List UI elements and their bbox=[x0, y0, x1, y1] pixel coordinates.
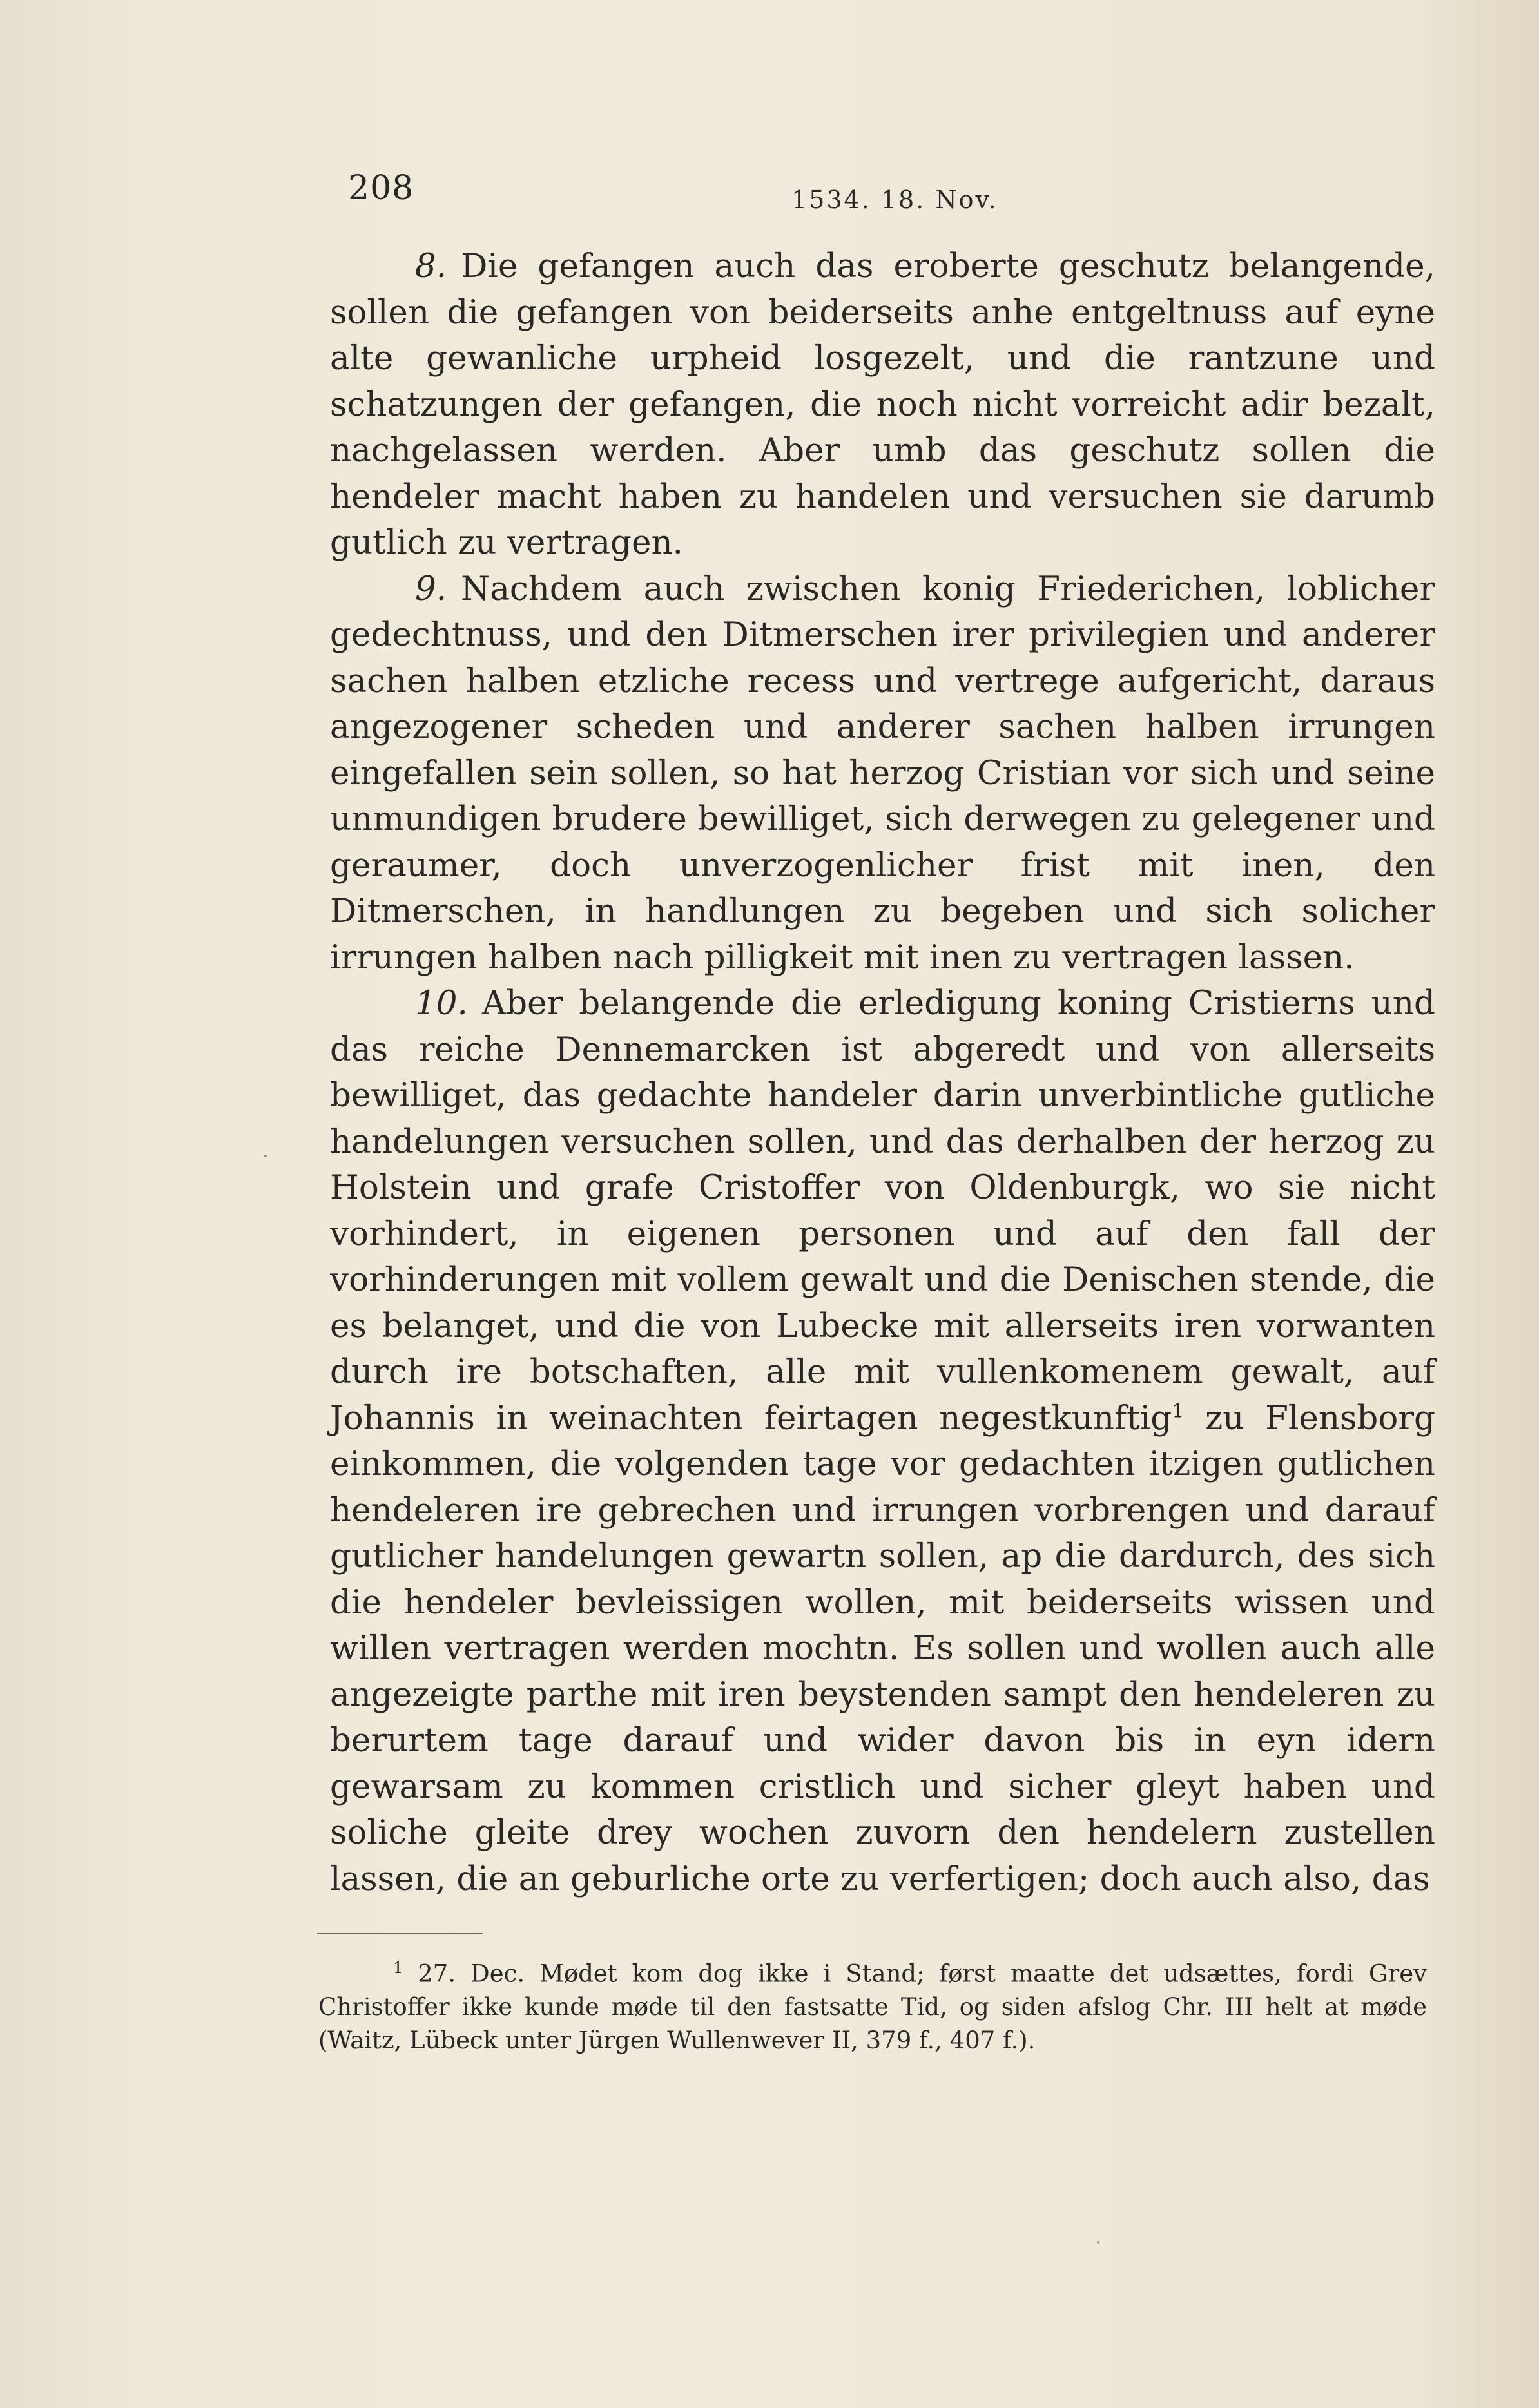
paragraph-10 bbox=[330, 981, 1435, 1902]
paragraph-text-continued: zu Flensborg einkommen, die volgenden tage vor gedachten itzigen gutlichen hendeleren ire gebrechen und irrungen vorbrengen und darauf gutlicher handelungen gewartn sollen, ap die dardurch, des sich die hendeler bevleissigen wollen, mit beiderseits wissen und willen vertragen werden mochtn. Es sollen und wollen auch alle angezeigte parthe mit iren beystenden sampt den hendeleren zu berurtem tage darauf und wider davon bis in eyn idern gewarsam zu kommen cristlich und sicher gleyt haben und soliche gleite drey wochen zuvorn den hendelern zustellen lassen, die an geburliche orte zu verfertigen; doch auch also, das bbox=[330, 1398, 1435, 1898]
paragraph-text: Aber belangende die erledigung koning Cristierns und das reiche Dennemarcken ist abgeredt und von allerseits bewilliget, das gedachte handeler darin unverbintliche gutliche handelungen versuchen sollen, und das derhalben der herzog zu Holstein und grafe Cristoffer von Oldenburgk, wo sie nicht vorhindert, in eigenen personen und auf den fall der vorhinderungen mit vollem gewalt und die Denischen stende, die es belanget, und die von Lubecke mit allerseits iren vorwanten durch ire botschaften, alle mit vullenkomenem gewalt, auf Johannis in weinachten feirtagen negestkunftig bbox=[330, 984, 1435, 1438]
paragraph-number: 9. bbox=[415, 569, 447, 608]
paragraph-8 bbox=[330, 244, 1435, 566]
paragraph-text: Die gefangen auch das eroberte geschutz belangende, sollen die gefangen von beiderseits anhe entgeltnuss auf eyne alte gewanliche urpheid losgezelt, und die rantzune und schatzungen der gefangen, die noch nicht vorreicht adir bezalt, nachgelassen werden. Aber umb das geschutz sollen die hendeler macht haben zu handelen und versuchen sie darumb gutlich zu vertragen. bbox=[330, 247, 1435, 562]
footnote-text: 27. Dec. Mødet kom dog ikke i Stand; først maatte det udsættes, fordi Grev Christoffer ikke kunde møde til den fastsatte Tid, og siden afslog Chr. III helt at møde (Waitz, Lübeck unter Jürgen Wullenwever II, 379 f., 407 f.). bbox=[318, 1960, 1427, 2055]
main-text bbox=[330, 244, 1435, 1902]
paper-speck bbox=[1097, 2241, 1099, 2244]
paragraph-9 bbox=[330, 566, 1435, 981]
paragraph-text: Nachdem auch zwischen konig Friederichen, loblicher gedechtnuss, und den Ditmerschen irer privilegien und anderer sachen halben etzliche recess und vertrege aufgericht, daraus angezogener scheden und anderer sachen halben irrungen eingefallen sein sollen, so hat herzog Cristian vor sich und seine unmundigen brudere bewilliget, sich derwegen zu gelegener und geraumer, doch unverzogenlicher frist mit inen, den Ditmerschen, in handlungen zu begeben und sich solicher irrungen halben nach pilligkeit mit inen zu vertragen lassen. bbox=[330, 569, 1435, 977]
footnote-reference[interactable]: 1 bbox=[1172, 1400, 1185, 1423]
footnote-mark: 1 bbox=[393, 1959, 403, 1977]
page-number: 208 bbox=[348, 169, 414, 207]
footnote-separator bbox=[317, 1933, 483, 1934]
footnote bbox=[318, 1951, 1427, 2057]
running-head-date: 1534. 18. Nov. bbox=[791, 186, 998, 214]
paragraph-number: 8. bbox=[415, 247, 447, 285]
paper-speck bbox=[264, 1155, 267, 1157]
paragraph-number: 10. bbox=[415, 984, 468, 1023]
